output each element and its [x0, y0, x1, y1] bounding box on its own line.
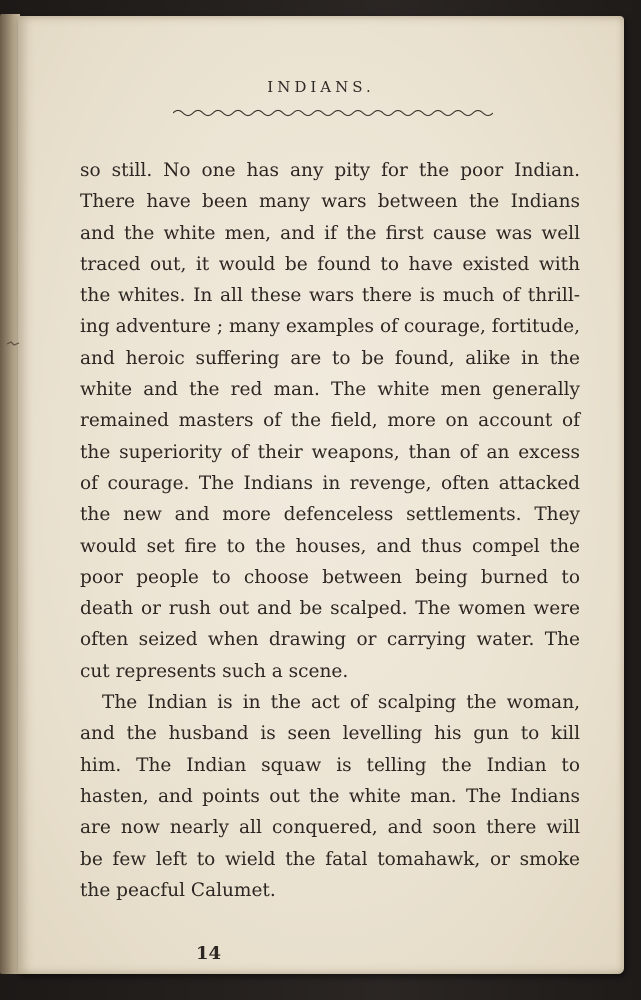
- text-line: white and the red man. The white men generally: [80, 379, 580, 401]
- text-line: There have been many wars between the Indians: [80, 191, 580, 213]
- text-line: the superiority of their weapons, than of an excess: [80, 441, 580, 463]
- text-line: The Indian is in the act of scalping the woman,: [102, 692, 580, 714]
- stitch-mark: [6, 340, 20, 348]
- paragraph-1: [80, 155, 580, 687]
- text-line: and the white men, and if the first cause was well: [80, 222, 580, 244]
- text-line: him. The Indian squaw is telling the Indian to: [80, 754, 580, 776]
- text-line: poor people to choose between being burned to: [80, 566, 580, 588]
- text-line: hasten, and points out the white man. The Indians: [80, 785, 580, 807]
- text-line: ing adventure ; many examples of courage, fortitude,: [80, 316, 580, 338]
- text-line: the whites. In all these wars there is much of thrill-: [80, 285, 580, 307]
- body-text: [80, 155, 580, 906]
- text-line: often seized when drawing or carrying water. The: [80, 629, 580, 651]
- text-line: be few left to wield the fatal tomahawk, or smoke: [80, 848, 580, 870]
- ornamental-rule: [173, 106, 493, 120]
- running-head: INDIANS.: [267, 78, 375, 96]
- binding-edge: [0, 14, 20, 974]
- text-line: death or rush out and be scalped. The women were: [80, 598, 580, 620]
- text-line: of courage. The Indians in revenge, often attacked: [80, 472, 580, 494]
- page-number: 14: [196, 943, 222, 964]
- book-page: [18, 16, 624, 974]
- text-line: and heroic suffering are to be found, alike in the: [80, 347, 580, 369]
- text-line: and the husband is seen levelling his gun to kill: [80, 723, 580, 745]
- text-line: the peacful Calumet.: [80, 879, 276, 901]
- text-line: cut represents such a scene.: [80, 660, 349, 682]
- text-line: traced out, it would be found to have existed with: [80, 253, 580, 275]
- text-line: would set fire to the houses, and thus compel the: [80, 535, 580, 557]
- text-line: so still. No one has any pity for the poor Indian.: [80, 160, 580, 181]
- text-line: the new and more defenceless settlements. They: [80, 504, 580, 526]
- paragraph-2: [80, 687, 580, 906]
- text-line: remained masters of the field, more on account of: [80, 410, 580, 432]
- text-line: are now nearly all conquered, and soon there will: [80, 817, 580, 839]
